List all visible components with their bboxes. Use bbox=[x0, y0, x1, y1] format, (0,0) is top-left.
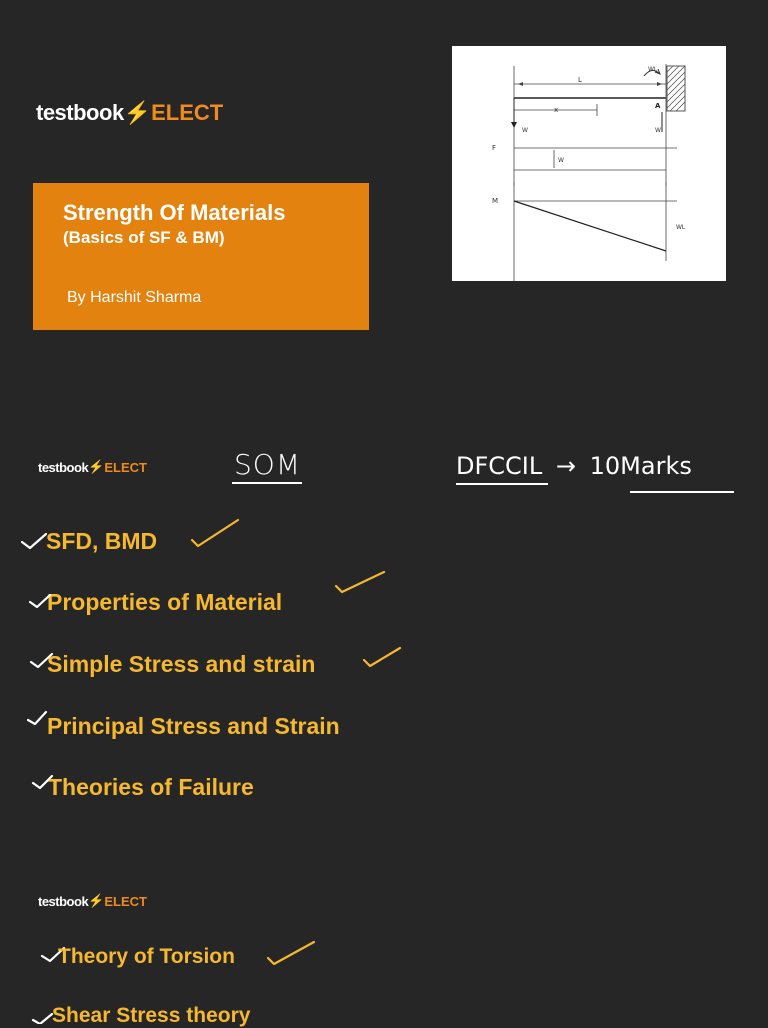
logo-testbook-text: testbook bbox=[38, 459, 89, 475]
label-M: M bbox=[492, 197, 499, 205]
handwritten-exam-underline bbox=[456, 483, 548, 485]
logo-testbook-text: testbook bbox=[36, 100, 124, 125]
topic-properties-of-material: Properties of Material bbox=[47, 589, 283, 615]
white-check-icon bbox=[22, 534, 46, 548]
topic-sfd-bmd: SFD, BMD bbox=[46, 528, 158, 554]
logo-testbook-text: testbook bbox=[38, 893, 89, 909]
course-title: Strength Of Materials bbox=[63, 200, 286, 225]
handwritten-marks-underline bbox=[630, 491, 734, 493]
white-check-icon bbox=[28, 712, 46, 724]
topic-theory-of-torsion: Theory of Torsion bbox=[58, 945, 235, 968]
label-W-left: W bbox=[522, 127, 528, 134]
logo-select-text: ELECT bbox=[104, 893, 147, 909]
handwritten-exam: DFCCIL bbox=[456, 452, 543, 480]
handwritten-som: SOM bbox=[234, 448, 301, 481]
label-W-mid: W bbox=[558, 157, 564, 164]
topic-shear-stress-theory: Shear Stress theory bbox=[52, 1004, 251, 1027]
author-name: By Harshit Sharma bbox=[67, 289, 202, 306]
logo-select-text: ELECT bbox=[151, 100, 224, 125]
yellow-check-icon bbox=[192, 520, 238, 546]
testbook-select-logo-small-2 bbox=[38, 893, 147, 909]
yellow-check-icon bbox=[336, 572, 384, 592]
testbook-select-logo bbox=[36, 100, 223, 126]
title-card bbox=[33, 183, 369, 330]
label-x: x bbox=[554, 106, 559, 114]
cantilever-sfd-bmd-diagram bbox=[452, 46, 726, 281]
diagram-svg bbox=[452, 46, 726, 281]
label-L: L bbox=[578, 76, 582, 84]
bolt-icon: ⚡ bbox=[88, 459, 105, 474]
handwritten-arrow: → bbox=[555, 452, 576, 480]
testbook-select-logo-small bbox=[38, 459, 147, 475]
yellow-check-icon bbox=[364, 648, 400, 666]
bolt-icon: ⚡ bbox=[123, 100, 152, 125]
topic-principal-stress-strain: Principal Stress and Strain bbox=[47, 713, 340, 739]
label-A: A bbox=[655, 102, 661, 110]
topic-simple-stress-strain: Simple Stress and strain bbox=[47, 651, 316, 677]
white-check-icon bbox=[33, 1014, 52, 1024]
handwritten-som-underline bbox=[232, 482, 302, 484]
yellow-check-icon bbox=[268, 942, 314, 964]
bolt-icon: ⚡ bbox=[88, 893, 105, 908]
topic-theories-of-failure: Theories of Failure bbox=[48, 774, 254, 800]
label-WL: WL bbox=[648, 66, 658, 73]
logo-select-text: ELECT bbox=[104, 459, 147, 475]
course-subtitle: (Basics of SF & BM) bbox=[63, 228, 225, 247]
label-W-right: W bbox=[655, 127, 661, 134]
label-F: F bbox=[492, 144, 497, 152]
label-WL-bottom: WL bbox=[676, 224, 686, 231]
handwritten-marks: 10Marks bbox=[589, 452, 692, 480]
handwritten-exam-note bbox=[456, 452, 692, 480]
